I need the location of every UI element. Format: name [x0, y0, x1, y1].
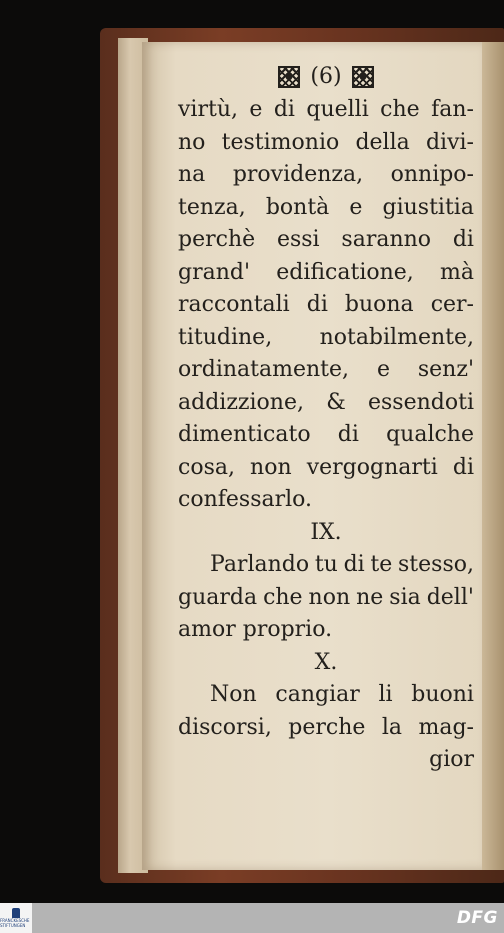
text-line: confessarlo. [178, 487, 312, 512]
text-line: IX. [310, 519, 342, 545]
text-line: no testimonio della divi- [178, 129, 474, 155]
text-line: raccontali di buona cer- [178, 292, 474, 317]
text-line: gior [429, 747, 474, 772]
dfg-logo[interactable]: DFG [456, 908, 498, 928]
text-line: cosa, non vergognarti di [178, 454, 474, 480]
text-line: titudine, notabilmente, [178, 324, 474, 350]
ornament-icon [278, 66, 300, 88]
text-line: X. [314, 649, 338, 675]
ornament-icon [352, 66, 374, 88]
text-line: virtù, e di quelli che fan- [178, 97, 474, 122]
text-line: dimenticato di qualche [178, 422, 474, 447]
page-header [178, 60, 474, 94]
logo-caption: FRANCKESCHE STIFTUNGEN [0, 918, 30, 928]
text-line: discorsi, perche la mag- [178, 714, 474, 740]
text-line: guarda che non ne sia dell' [178, 584, 474, 610]
text-line: addizzione, & essendoti [178, 389, 474, 415]
text-line: tenza, bontà e giustitia [178, 194, 474, 220]
text-line: na providenza, onnipo- [178, 162, 474, 187]
text-line: amor proprio. [178, 617, 333, 642]
text-line: perchè essi saranno di [178, 227, 474, 252]
logo-mark-icon [12, 908, 20, 918]
text-line: ordinatamente, e senz' [178, 357, 474, 382]
text-line: Non cangiar li buoni [210, 682, 474, 707]
institution-logo[interactable] [0, 903, 32, 933]
page-text [178, 60, 474, 777]
text-line: Parlando tu di te stesso, [210, 552, 474, 577]
viewer-footer-bar [0, 903, 504, 933]
next-page-edge [482, 42, 504, 870]
text-lines [178, 94, 474, 777]
text-line: grand' edificatione, mà [178, 259, 474, 285]
page-number: (6) [310, 63, 342, 89]
